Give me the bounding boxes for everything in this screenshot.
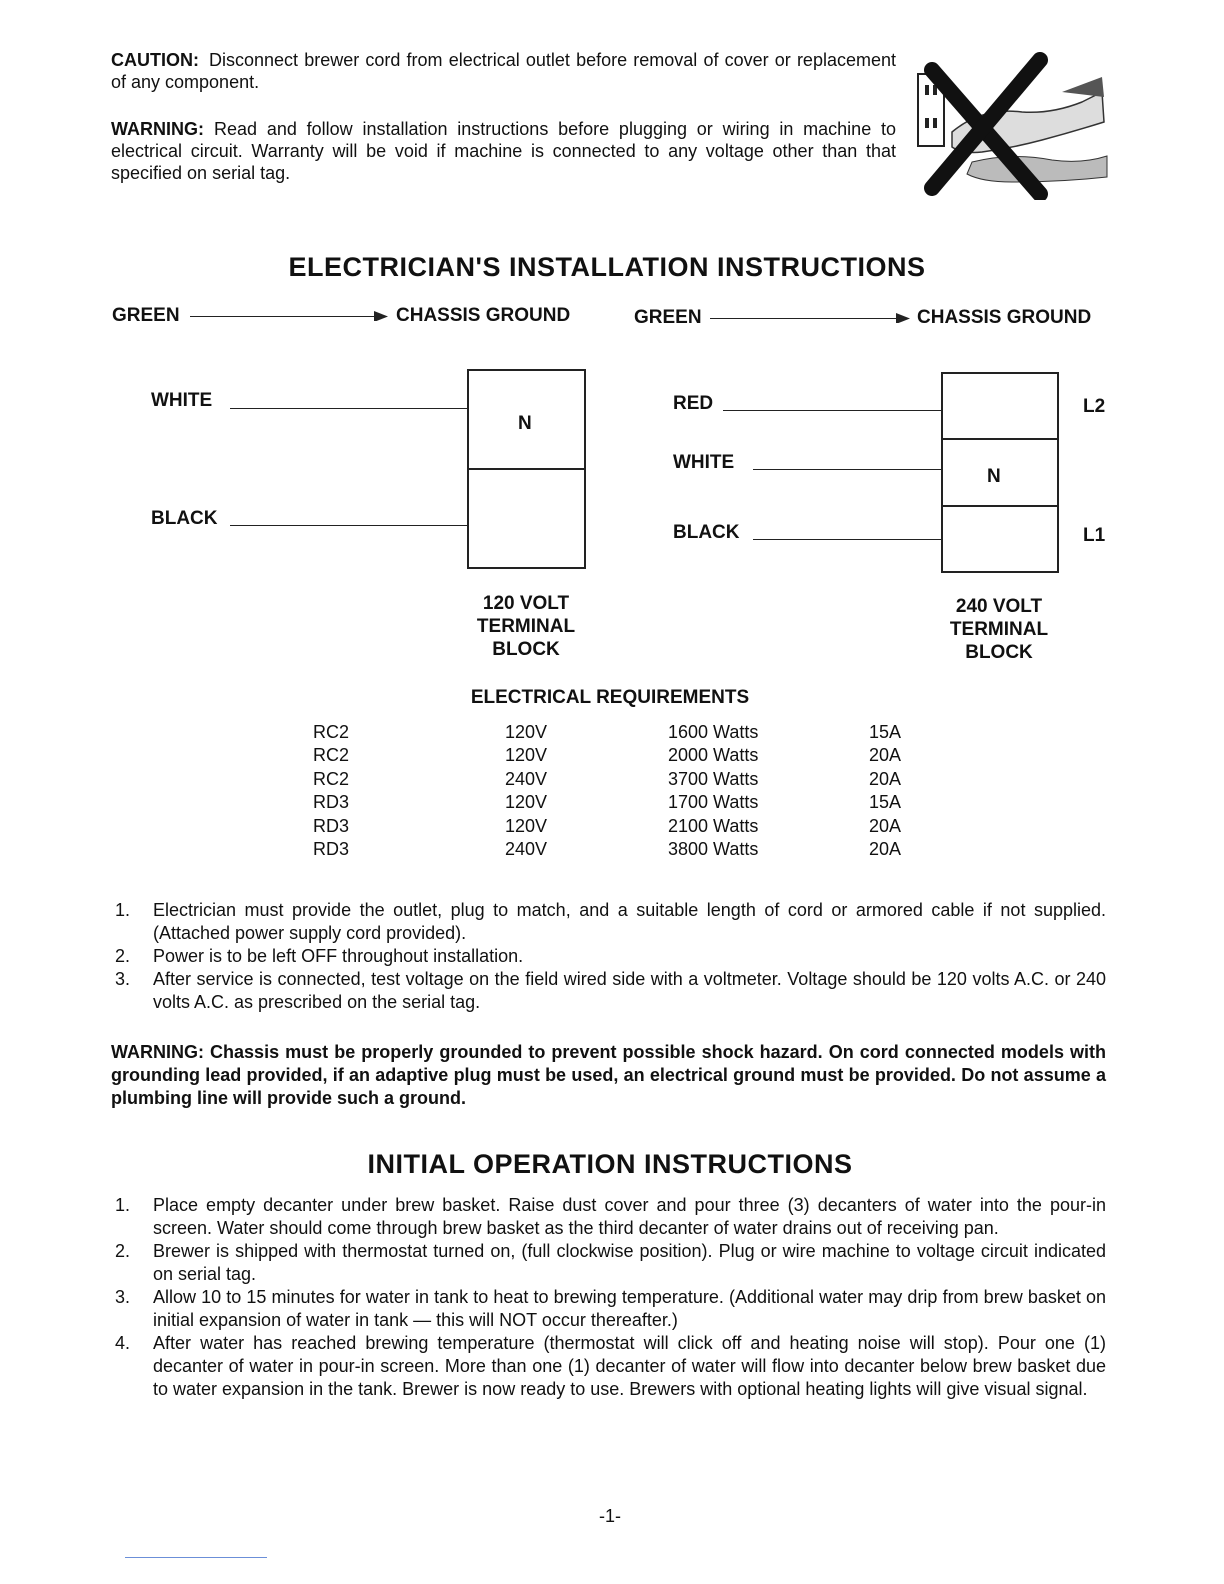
wire-line-red-240 xyxy=(723,410,942,411)
terminal-120-n-label: N xyxy=(518,413,532,434)
terminal-240-l2-label: L2 xyxy=(1083,396,1106,417)
req-amps: 20A xyxy=(869,768,902,789)
req-watts: 3800 Watts xyxy=(668,839,759,859)
req-watts: 1700 Watts xyxy=(668,792,759,813)
warning-text: Read and follow installation instructions before plugging or wiring in machine to electrical circuit. Warranty will be void if machine is connected to any voltage other than that specified on serial tag. xyxy=(111,119,896,183)
operation-step: 1. Place empty decanter under brew basket. Raise dust cover and pour three (3) decanters of water into the pour-in screen. Water should come through brew basket as the third decanter of water drains out of receiving pan. xyxy=(115,1195,1106,1238)
caption-120-line2: TERMINAL xyxy=(476,616,576,637)
scan-artifact-line xyxy=(125,1557,267,1558)
warning-notice xyxy=(111,118,896,184)
wire-black-240: BLACK xyxy=(673,522,740,543)
install-steps-list xyxy=(111,899,1106,1014)
caption-240 xyxy=(919,595,1079,664)
req-amps: 20A xyxy=(869,839,902,859)
ground-warning: WARNING: Chassis must be properly grounded to prevent possible shock hazard. On cord connected models with grounding lead provided, if an adaptive plug must be used, an electrical ground must be provided. Do not assume a plumbing line will provide such a ground. xyxy=(111,1042,1106,1108)
req-voltage: 120V xyxy=(505,722,548,742)
arrow-right-icon xyxy=(374,311,388,321)
terminal-240-l1-label: L1 xyxy=(1083,525,1106,546)
req-watts: 2100 Watts xyxy=(668,815,759,836)
req-model: RC2 xyxy=(313,768,350,789)
req-model: RD3 xyxy=(313,792,350,813)
req-amps: 15A xyxy=(869,722,902,742)
caption-240-line2: TERMINAL xyxy=(949,619,1049,640)
floor-shading-icon xyxy=(967,156,1107,182)
caution-text: Disconnect brewer cord from electrical outlet before removal of cover or replacement of any component. xyxy=(111,50,896,92)
wire-red-240: RED xyxy=(673,393,714,414)
req-watts: 2000 Watts xyxy=(668,745,759,766)
arrow-right-icon xyxy=(896,313,910,323)
req-amps: 15A xyxy=(869,792,902,813)
caption-240-line1: 240 VOLT xyxy=(955,596,1043,617)
wire-white-240: WHITE xyxy=(673,452,735,473)
req-voltage: 120V xyxy=(505,792,548,813)
warning-label: WARNING: xyxy=(111,119,204,139)
caption-120-line3: BLOCK xyxy=(492,639,560,660)
wire-white-120: WHITE xyxy=(151,390,213,411)
req-model: RD3 xyxy=(313,839,350,859)
operation-steps-list xyxy=(111,1194,1106,1401)
terminal-240-n-label: N xyxy=(987,466,1001,487)
ground-right-from: GREEN xyxy=(634,307,702,328)
req-watts: 1600 Watts xyxy=(668,722,759,742)
wire-black-120: BLACK xyxy=(151,508,218,529)
ground-left-from: GREEN xyxy=(112,305,180,326)
install-step: 2. Power is to be left OFF throughout installation. xyxy=(115,946,524,966)
req-model: RD3 xyxy=(313,815,350,836)
page-number: -1- xyxy=(599,1506,621,1526)
req-watts: 3700 Watts xyxy=(668,768,759,789)
req-model: RC2 xyxy=(313,745,350,766)
ground-left-to: CHASSIS GROUND xyxy=(396,305,571,326)
wire-line-black-120 xyxy=(230,525,468,526)
operation-step: 4. After water has reached brewing temperature (thermostat will click off and heating noise will stop). Pour one (1) decanter of water in pour-in screen. More than one (1) decanter of water will flow into decanter below brew basket due to water expansion in the tank. Brewer is now ready to use. Brewers with optional heating lights will give visual signal. xyxy=(115,1333,1106,1399)
req-model: RC2 xyxy=(313,722,350,742)
install-step: 3. After service is connected, test voltage on the field wired side with a voltmeter. Voltage should be 120 volts A.C. or 240 volts A.C. as prescribed on the serial tag. xyxy=(115,969,1106,1012)
ground-right-to: CHASSIS GROUND xyxy=(917,307,1092,328)
req-voltage: 240V xyxy=(505,768,548,789)
terminal-120-hot xyxy=(467,468,586,569)
caution-notice xyxy=(111,49,896,93)
wire-line-white-120 xyxy=(230,408,468,409)
wire-line-white-240 xyxy=(753,469,942,470)
req-amps: 20A xyxy=(869,815,902,836)
operation-step: 3. Allow 10 to 15 minutes for water in tank to heat to brewing temperature. (Additional water may drip from brew basket on initial expansion of water in tank — this will NOT occur thereafter.) xyxy=(115,1287,1106,1330)
install-title: ELECTRICIAN'S INSTALLATION INSTRUCTIONS xyxy=(288,252,926,282)
req-voltage: 120V xyxy=(505,815,548,836)
no-plug-hazard-illustration xyxy=(912,52,1112,200)
caption-120-line1: 120 VOLT xyxy=(482,593,570,614)
terminal-240-l1 xyxy=(941,505,1059,573)
wire-line-black-240 xyxy=(753,539,942,540)
req-amps: 20A xyxy=(869,745,902,766)
req-voltage: 120V xyxy=(505,745,548,766)
req-voltage: 240V xyxy=(505,839,548,859)
caution-label: CAUTION: xyxy=(111,50,199,70)
ground-left-line xyxy=(190,316,378,317)
operation-title: INITIAL OPERATION INSTRUCTIONS xyxy=(367,1149,853,1179)
operation-step: 2. Brewer is shipped with thermostat turned on, (full clockwise position). Plug or wire machine to voltage circuit indicated on serial tag. xyxy=(115,1241,1106,1284)
ground-right-line xyxy=(710,318,900,319)
install-step: 1. Electrician must provide the outlet, plug to match, and a suitable length of cord or armored cable if not supplied. (Attached power supply cord provided). xyxy=(115,900,1106,943)
requirements-title: ELECTRICAL REQUIREMENTS xyxy=(470,687,750,708)
terminal-240-l2 xyxy=(941,372,1059,440)
caption-120 xyxy=(446,592,606,661)
caption-240-line3: BLOCK xyxy=(965,642,1033,663)
plug-head-icon xyxy=(1062,77,1104,97)
